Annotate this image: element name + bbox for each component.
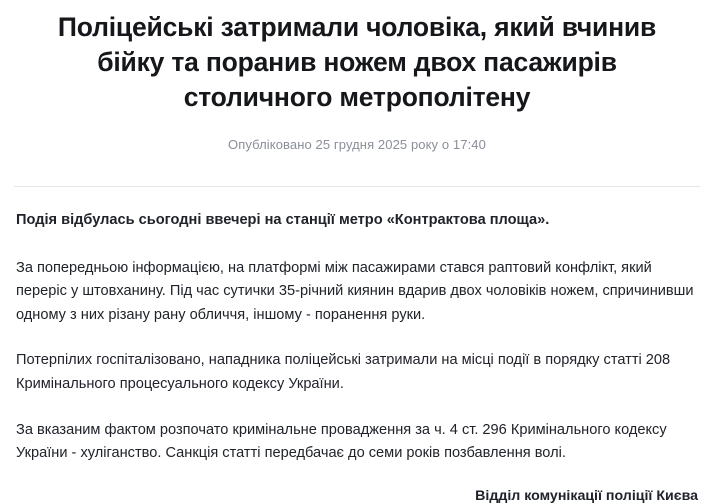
article-paragraph: За вказаним фактом розпочато кримінальне провадження за ч. 4 ст. 296 Кримінального кодексу України - хуліганство. Санкція статті передбачає до семи років позбавлення волі. <box>16 421 667 462</box>
article-body <box>0 187 714 466</box>
article-signature: Відділ комунікації поліції Києва <box>475 488 698 504</box>
page-title: Поліцейські затримали чоловіка, який вчинив бійку та поранив ножем двох пасажирів столичного метрополітену <box>57 12 657 112</box>
article-lead: Подія відбулась сьогодні ввечері на станції метро «Контрактова площа». <box>16 211 550 228</box>
article-paragraph: Потерпілих госпіталізовано, нападника поліцейські затримали на місці події в порядку статті 208 Кримінального процесуального кодексу України. <box>16 352 671 393</box>
article-paragraph: За попередньою інформацією, на платформі між пасажирами стався раптовий конфлікт, який переріс у штовханину. Під час сутички 35-річний киянин вдарив двох чоловіків ножем, спричинивши одному з них різану рану обличчя, іншому - поранення руки. <box>16 259 694 323</box>
publish-timestamp: Опубліковано 25 грудня 2025 року о 17:40 <box>228 136 486 152</box>
